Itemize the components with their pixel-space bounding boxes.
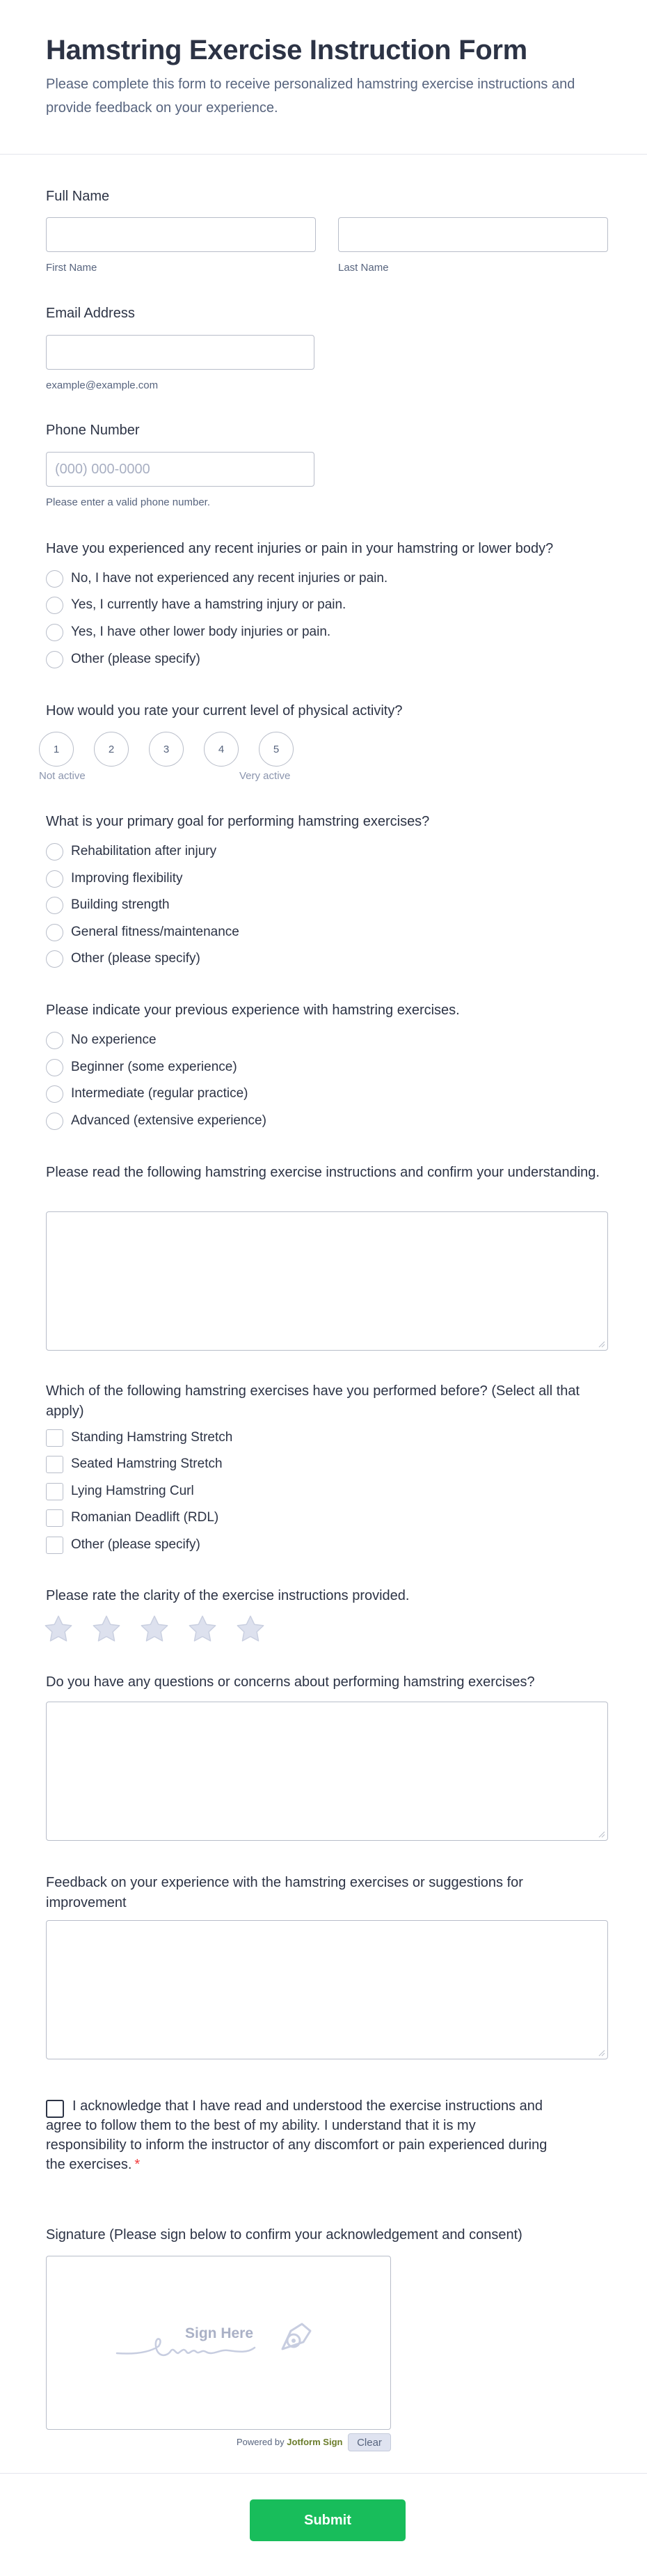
- option-label: No, I have not experienced any recent injuries or pain.: [71, 571, 388, 586]
- goal-option[interactable]: [46, 842, 216, 861]
- first-name-sublabel: First Name: [46, 262, 97, 274]
- option-label: Improving flexibility: [71, 871, 183, 886]
- last-name-input[interactable]: [338, 217, 608, 252]
- clear-signature-button[interactable]: Clear: [348, 2433, 391, 2451]
- required-mark: *: [134, 2157, 141, 2172]
- star-icon[interactable]: [91, 1614, 122, 1644]
- powered-brand: Jotform Sign: [287, 2437, 343, 2447]
- scale-option-3[interactable]: 3: [149, 732, 184, 767]
- checkbox[interactable]: [46, 1537, 63, 1554]
- phone-input[interactable]: [46, 452, 314, 487]
- form-header: [0, 0, 647, 155]
- option-label: Other (please specify): [71, 652, 200, 666]
- phone-sublabel: Please enter a valid phone number.: [46, 496, 210, 508]
- powered-by: [237, 2437, 342, 2447]
- option-label: Other (please specify): [71, 951, 200, 966]
- injury-option[interactable]: [46, 650, 200, 669]
- radio-button[interactable]: [46, 924, 63, 941]
- clarity-label: Please rate the clarity of the exercise instructions provided.: [46, 1588, 410, 1603]
- first-name-input[interactable]: [46, 217, 316, 252]
- option-label: Yes, I have other lower body injuries or pain.: [71, 625, 331, 639]
- email-input[interactable]: [46, 335, 314, 370]
- radio-button[interactable]: [46, 1059, 63, 1076]
- option-label: Lying Hamstring Curl: [71, 1484, 194, 1498]
- radio-button[interactable]: [46, 897, 63, 914]
- phone-label: Phone Number: [46, 423, 140, 438]
- radio-button[interactable]: [46, 624, 63, 641]
- form-title: Hamstring Exercise Instruction Form: [46, 35, 527, 65]
- radio-button[interactable]: [46, 1032, 63, 1049]
- scale-option-4[interactable]: 4: [204, 732, 239, 767]
- footer-divider: [0, 2473, 647, 2474]
- scale-option-2[interactable]: 2: [94, 732, 129, 767]
- experience-option[interactable]: [46, 1111, 266, 1131]
- powered-prefix: Powered by: [237, 2437, 285, 2447]
- full-name-label: Full Name: [46, 189, 110, 204]
- radio-button[interactable]: [46, 651, 63, 668]
- injury-option[interactable]: [46, 622, 330, 642]
- performed-option[interactable]: [46, 1428, 232, 1447]
- option-label: Yes, I currently have a hamstring injury or pain.: [71, 597, 346, 612]
- radio-button[interactable]: [46, 1113, 63, 1130]
- option-label: Beginner (some experience): [71, 1060, 237, 1074]
- goal-label: What is your primary goal for performing hamstring exercises?: [46, 814, 430, 829]
- email-sublabel: example@example.com: [46, 379, 159, 391]
- star-icon[interactable]: [139, 1614, 170, 1644]
- feedback-textarea[interactable]: [46, 1920, 608, 2059]
- goal-option[interactable]: [46, 949, 200, 968]
- radio-button[interactable]: [46, 1085, 63, 1103]
- resize-grip-icon[interactable]: [598, 2050, 605, 2057]
- option-label: Advanced (extensive experience): [71, 1113, 266, 1128]
- performed-option[interactable]: [46, 1535, 200, 1555]
- goal-option[interactable]: [46, 869, 183, 888]
- checkbox[interactable]: [46, 1483, 63, 1500]
- instructions-textarea[interactable]: [46, 1211, 608, 1351]
- injury-option[interactable]: [46, 569, 388, 588]
- injury-option[interactable]: [46, 595, 346, 615]
- checkbox[interactable]: [46, 1456, 63, 1473]
- signature-hint: Sign Here: [185, 2325, 254, 2341]
- feedback-label: Feedback on your experience with the hamstring exercises or suggestions for improvement: [46, 1875, 523, 1910]
- signature-scribble-icon: [115, 2317, 317, 2366]
- resize-grip-icon[interactable]: [598, 1341, 605, 1348]
- radio-button[interactable]: [46, 597, 63, 614]
- option-label: Building strength: [71, 897, 170, 912]
- option-label: Rehabilitation after injury: [71, 844, 217, 858]
- radio-button[interactable]: [46, 570, 63, 588]
- option-label: Other (please specify): [71, 1537, 200, 1552]
- questions-textarea[interactable]: [46, 1702, 608, 1841]
- star-icon[interactable]: [187, 1614, 218, 1644]
- injury-label: Have you experienced any recent injuries or pain in your hamstring or lower body?: [46, 541, 554, 556]
- checkbox[interactable]: [46, 1509, 63, 1527]
- questions-label: Do you have any questions or concerns about performing hamstring exercises?: [46, 1674, 535, 1690]
- scale-option-1[interactable]: 1: [39, 732, 74, 767]
- option-label: Romanian Deadlift (RDL): [71, 1510, 219, 1525]
- signature-label: Signature (Please sign below to confirm your acknowledgement and consent): [46, 2227, 522, 2243]
- radio-button[interactable]: [46, 870, 63, 888]
- submit-button[interactable]: Submit: [250, 2499, 406, 2541]
- star-icon[interactable]: [43, 1614, 74, 1644]
- option-label: General fitness/maintenance: [71, 925, 239, 939]
- option-label: No experience: [71, 1032, 157, 1047]
- last-name-sublabel: Last Name: [338, 262, 389, 274]
- performed-label: Which of the following hamstring exercises have you performed before? (Select all that apply): [46, 1383, 580, 1419]
- experience-option[interactable]: [46, 1030, 157, 1050]
- form-subtitle: Please complete this form to receive personalized hamstring exercise instructions and provide feedback on your experience.: [46, 77, 575, 116]
- scale-min-label: Not active: [39, 770, 86, 782]
- option-label: Standing Hamstring Stretch: [71, 1430, 233, 1445]
- performed-option[interactable]: [46, 1454, 223, 1474]
- acknowledge-label: I acknowledge that I have read and understood the exercise instructions and agree to follow them to the best of my ability. I understand that it is my responsibility to inform the instructor of any discomfort or pain experienced during the exercises.: [46, 2098, 548, 2172]
- acknowledge-text: [46, 2096, 554, 2174]
- scale-option-5[interactable]: 5: [259, 732, 294, 767]
- option-label: Seated Hamstring Stretch: [71, 1456, 223, 1471]
- radio-button[interactable]: [46, 950, 63, 968]
- email-label: Email Address: [46, 306, 135, 321]
- goal-option[interactable]: [46, 922, 239, 942]
- scale-max-label: Very active: [239, 770, 291, 782]
- option-label: Intermediate (regular practice): [71, 1086, 248, 1101]
- experience-option[interactable]: [46, 1084, 248, 1104]
- experience-label: Please indicate your previous experience with hamstring exercises.: [46, 1003, 460, 1018]
- radio-button[interactable]: [46, 843, 63, 861]
- checkbox[interactable]: [46, 1429, 63, 1447]
- performed-option[interactable]: [46, 1482, 194, 1501]
- resize-grip-icon[interactable]: [598, 1831, 605, 1838]
- performed-option[interactable]: [46, 1508, 218, 1527]
- goal-option[interactable]: [46, 895, 170, 915]
- activity-label: How would you rate your current level of physical activity?: [46, 703, 403, 718]
- experience-option[interactable]: [46, 1058, 237, 1077]
- star-icon[interactable]: [235, 1614, 266, 1644]
- instructions-label: Please read the following hamstring exercise instructions and confirm your understanding.: [46, 1165, 600, 1180]
